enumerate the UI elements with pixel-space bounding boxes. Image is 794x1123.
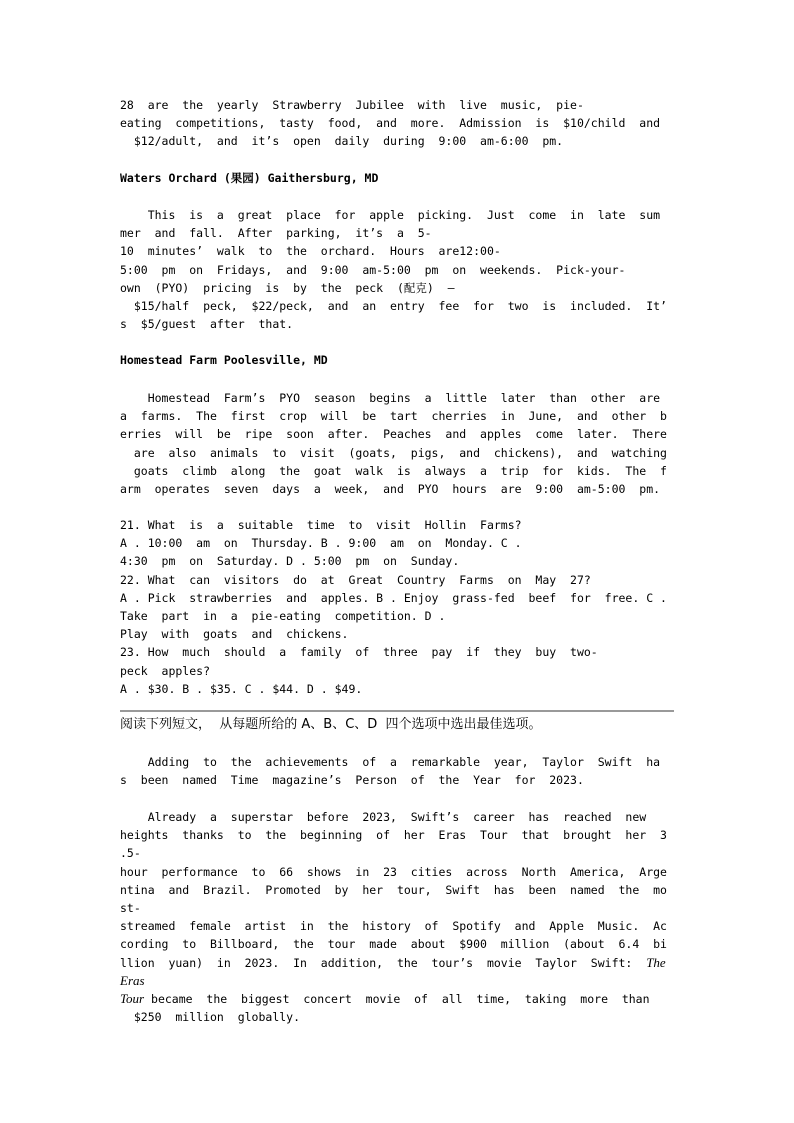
text-line: 28 are the yearly Strawberry Jubilee with live music, pie- <box>120 98 584 112</box>
text-line: This is a great place for apple picking. Just come in late sum <box>120 208 661 222</box>
question-21-options: 4:30 pm on Saturday. D . 5:00 pm on Sunday. <box>120 554 460 569</box>
question-23-options: A . $30. B . $35. C . $44. D . $49. <box>120 681 363 696</box>
question-22: 22. What can visitors do at Great Country Farms on May 27? <box>120 572 591 587</box>
text-line: eating competitions, tasty food, and more. Admission is $10/child and <box>120 116 661 131</box>
question-23: peck apples? <box>120 663 211 678</box>
question-21-options: A . 10:00 am on Thursday. B . 9:00 am on Monday. C . <box>120 536 522 551</box>
text-line <box>120 954 676 972</box>
text-line: goats climb along the goat walk is always a trip for kids. The f <box>120 463 667 478</box>
text-line: $15/half peck, $22/peck, and an entry fee for two is included. It’ <box>120 298 667 313</box>
passage-paragraph-1 <box>120 753 676 789</box>
text-line <box>120 990 676 1008</box>
text-line: $12/adult, and it’s open daily during 9:00 am-6:00 pm. <box>120 134 564 149</box>
waters-paragraph <box>120 206 676 333</box>
text-line: .5- <box>120 846 141 861</box>
passage-paragraph-2 <box>120 808 676 1026</box>
question-22-options: Take part in a pie-eating competition. D . <box>120 608 446 623</box>
text-line: own (PYO) pricing is by the peck (配克) — <box>120 280 455 295</box>
text-line: arm operates seven days a week, and PYO hours are 9:00 am-5:00 pm. <box>120 481 661 496</box>
section-jubilee <box>120 96 676 151</box>
questions-block <box>120 516 676 698</box>
text-line: streamed female artist in the history of Spotify and Apple Music. Ac <box>120 919 667 934</box>
section-homestead-farm <box>120 351 676 369</box>
section-divider <box>120 710 674 712</box>
homestead-paragraph <box>120 389 676 498</box>
text-line: st- <box>120 900 141 915</box>
text-span: became the biggest concert movie of all time, taking more than <box>144 991 650 1006</box>
section-waters-orchard <box>120 169 676 187</box>
text-line: 10 minutes’ walk to the orchard. Hours are12:00- <box>120 244 501 259</box>
text-span: llion yuan) in 2023. In addition, the tour’s movie Taylor Swift: <box>120 955 647 970</box>
text-line: ntina and Brazil. Promoted by her tour, Swift has been named the mo <box>120 882 667 897</box>
text-line: Adding to the achievements of a remarkable year, Taylor Swift ha <box>120 755 661 769</box>
text-line: mer and fall. After parking, it’s a 5- <box>120 226 432 241</box>
question-22-options: A . Pick strawberries and apples. B . Enjoy grass-fed beef for free. C . <box>120 590 667 605</box>
text-line: 5:00 pm on Fridays, and 9:00 am-5:00 pm on weekends. Pick-your- <box>120 262 626 277</box>
text-line: $250 million globally. <box>120 1010 301 1025</box>
section-heading: Waters Orchard (果园) Gaithersburg, MD <box>120 171 379 185</box>
text-line: erries will be ripe soon after. Peaches and apples come later. There <box>120 427 667 442</box>
text-line: a farms. The first crop will be tart cherries in June, and other b <box>120 409 667 424</box>
question-22-options: Play with goats and chickens. <box>120 627 349 642</box>
text-line <box>120 972 676 990</box>
movie-title-italic: Tour <box>120 990 145 1006</box>
section-heading: Homestead Farm Poolesville, MD <box>120 353 328 367</box>
movie-title-italic: The <box>646 954 666 970</box>
question-23: 23. How much should a family of three pay if they buy two- <box>120 645 598 660</box>
text-line: hour performance to 66 shows in 23 cities across North America, Arge <box>120 864 667 879</box>
text-line: are also animals to visit (goats, pigs, and chickens), and watching <box>120 445 667 460</box>
text-line: s $5/guest after that. <box>120 317 294 332</box>
question-21: 21. What is a suitable time to visit Hollin Farms? <box>120 518 522 532</box>
text-line: cording to Billboard, the tour made about $900 million (about 6.4 bi <box>120 937 667 952</box>
text-line: heights thanks to the beginning of her Eras Tour that brought her 3 <box>120 828 667 843</box>
text-line: Already a superstar before 2023, Swift’s career has reached new <box>120 810 647 824</box>
reading-instruction: 阅读下列短文， 从每题所给的 A、B、C、D 四个选项中选出最佳选项。 <box>120 717 542 732</box>
text-line: s been named Time magazine’s Person of the Year for 2023. <box>120 773 584 788</box>
text-line: Homestead Farm’s PYO season begins a little later than other are <box>120 391 661 405</box>
movie-title-italic: Eras <box>120 972 145 988</box>
